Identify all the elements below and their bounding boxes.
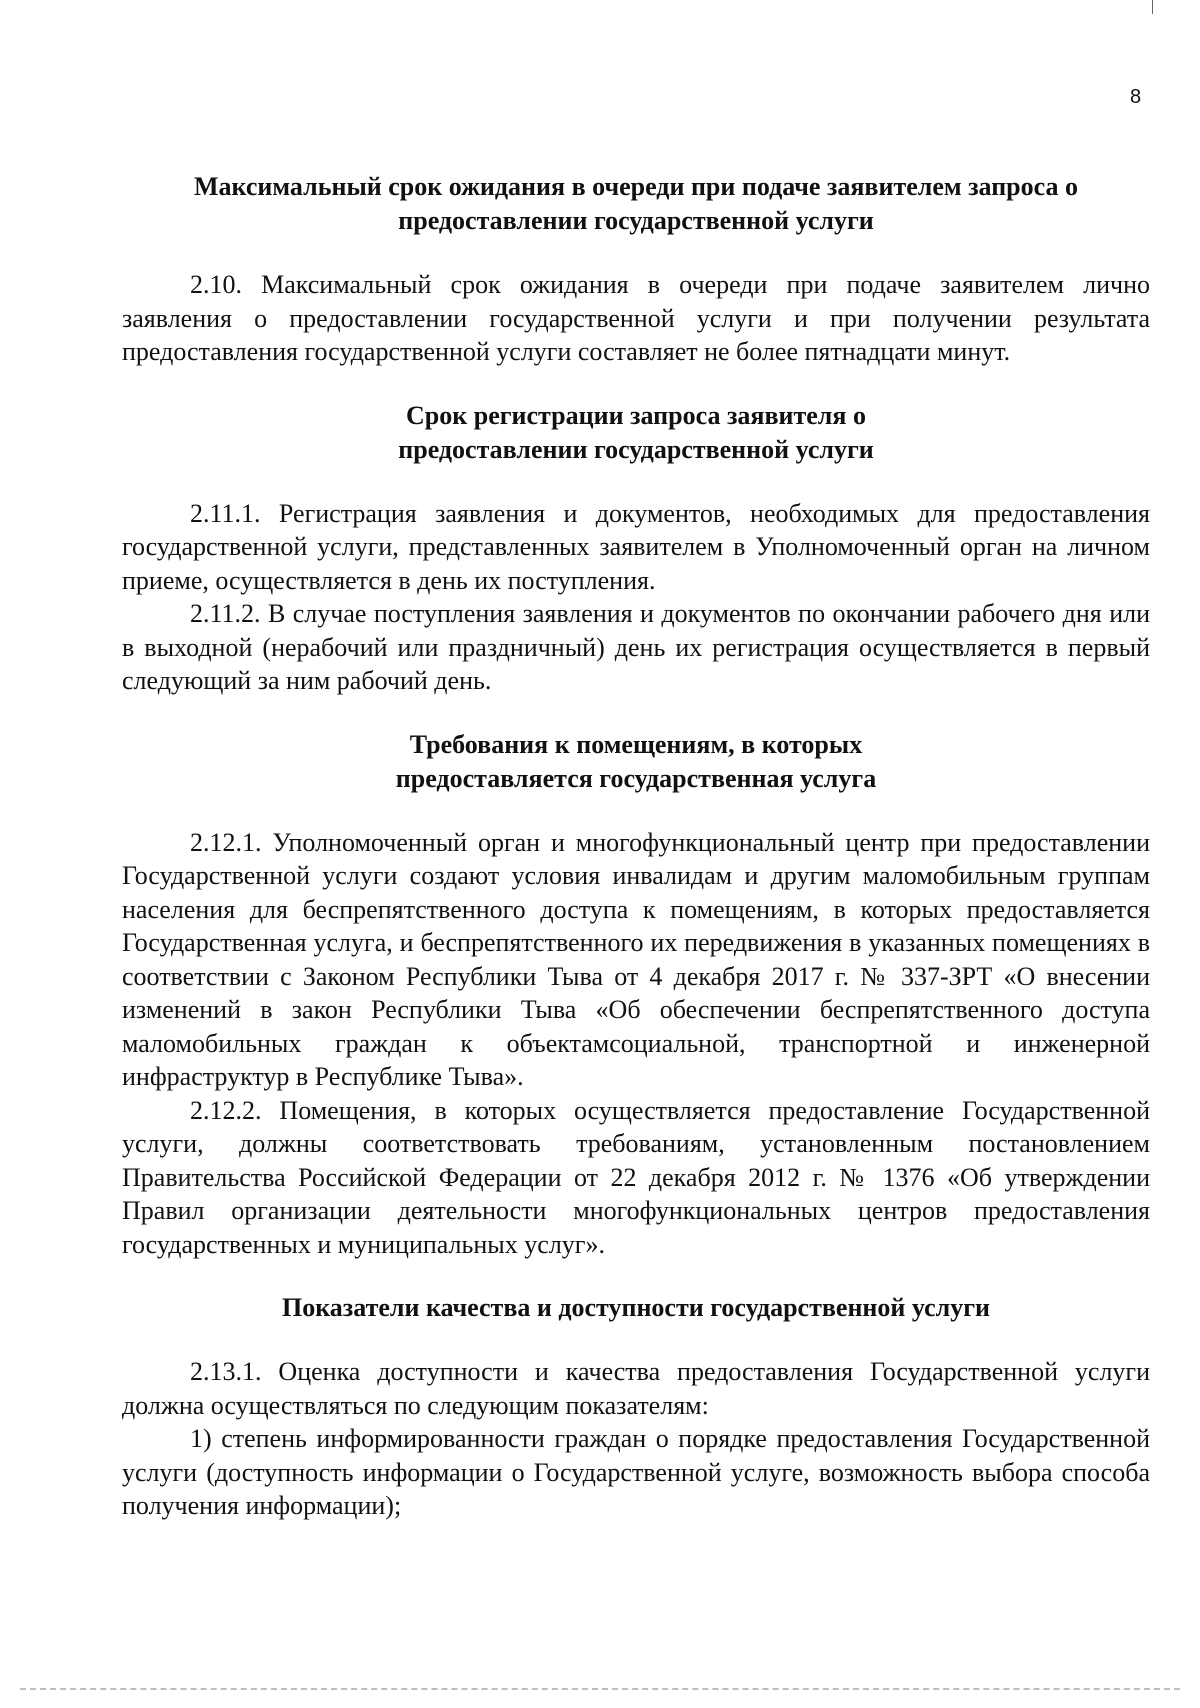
paragraph-2-11-2: 2.11.2. В случае поступления заявления и документов по окончании рабочего дня или в выходной (нерабочий или праздничный) день их регистрация осуществляется в первый следующий за ним рабочий день. (122, 599, 1150, 695)
heading-line: Показатели качества и доступности государственной услуги (281, 1293, 991, 1322)
section-heading-registration (122, 399, 1150, 467)
scan-edge-line (20, 1688, 1180, 1690)
paragraph-2-12-1: 2.12.1. Уполномоченный орган и многофункциональный центр при предоставлении Государственной услуги создают условия инвалидам и другим маломобильным группам населения для беспрепятственного доступа к помещениям, в которых предоставляется Государственная услуга, и беспрепятственного их передвижения в указанных помещениях в соответствии с Законом Республики Тыва от 4 декабря 2017 г. № 337-ЗРТ «О внесении изменений в закон Республики Тыва «Об обеспечении беспрепятственного доступа маломобильных граждан к объектамсоциальной, транспортной и инженерной инфраструктур в Республике Тыва». (122, 827, 1150, 1091)
margin-tick-mark (1152, 0, 1153, 14)
paragraph-2-11-1: 2.11.1. Регистрация заявления и документов, необходимых для предоставления государственной услуги, представленных заявителем в Уполномоченный орган на личном приеме, осуществляется в день их поступления. (122, 498, 1150, 595)
heading-line: предоставлении государственной услуги (398, 434, 874, 464)
heading-line: Максимальный срок ожидания в очереди при подаче заявителем запроса о (193, 172, 1078, 201)
paragraph-2-13-1: 2.13.1. Оценка доступности и качества предоставления Государственной услуги должна осуществляться по следующим показателям: (122, 1357, 1150, 1420)
page-number: 8 (1130, 86, 1142, 108)
heading-line: предоставлении государственной услуги (398, 206, 874, 235)
paragraph-2-10: 2.10. Максимальный срок ожидания в очереди при подаче заявителем лично заявления о предоставлении государственной услуги и при получении результата предоставления государственной услуги составляет не более пятнадцати минут. (122, 270, 1150, 366)
list-item-1: 1) степень информированности граждан о порядке предоставления Государственной услуги (доступность информации о Государственной услуге, возможность выбора способа получения информации); (122, 1424, 1150, 1520)
heading-line: предоставляется государственная услуга (395, 763, 877, 793)
section-heading-queue-wait (122, 170, 1150, 238)
heading-line: Срок регистрации запроса заявителя о (406, 400, 866, 430)
section-heading-quality-indicators (122, 1291, 1150, 1325)
document-body (122, 170, 1150, 1523)
section-heading-premises (122, 728, 1150, 796)
paragraph-2-12-2: 2.12.2. Помещения, в которых осуществляется предоставление Государственной услуги, должны соответствовать требованиям, установленным постановлением Правительства Российской Федерации от 22 декабря 2012 г. № 1376 «Об утверждении Правил организации деятельности многофункциональных центров предоставления государственных и муниципальных услуг». (122, 1095, 1150, 1259)
heading-line: Требования к помещениям, в которых (409, 729, 863, 759)
